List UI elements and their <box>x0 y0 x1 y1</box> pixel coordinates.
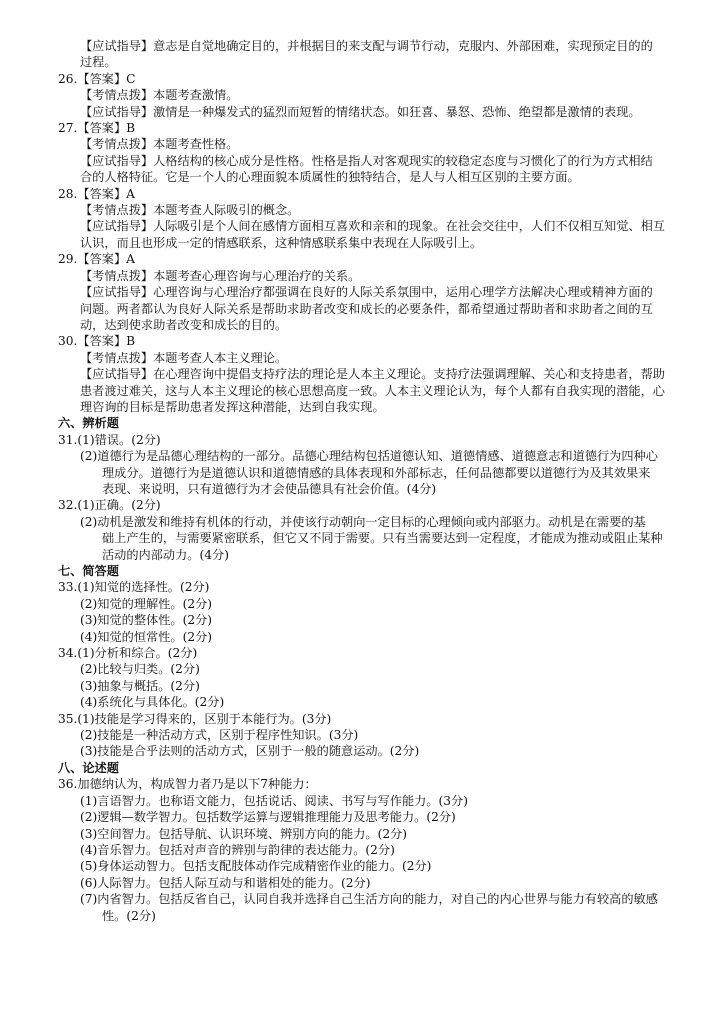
text-line: (3)空间智力。包括导航、认识环境、辨别方向的能力。(2分) <box>80 826 408 841</box>
text-line: (2)动机是激发和维持有机体的行动，并使该行动朝向一定目标的心理倾向或内部驱力。动机是在需要的基 <box>80 514 646 529</box>
text-line: (5)身体运动智力。包括支配肢体动作完成精密作业的能力。(2分) <box>80 859 432 874</box>
text-line: (2)比较与归类。(2分) <box>80 662 200 677</box>
text-line: (3)抽象与概括。(2分) <box>80 678 200 693</box>
text-line: 【应试指导】人际吸引是个人间在感情方面相互喜欢和亲和的现象。在社会交往中，人们不仅相互知觉、相互 <box>80 219 665 234</box>
text-line: 【考情点拨】本题考查人际吸引的概念。 <box>80 203 300 218</box>
text-line: (4)系统化与具体化。(2分) <box>80 695 225 710</box>
text-line: 础上产生的，与需要紧密联系，但它又不同于需要。只有当需要达到一定程度，才能成为推动或阻止某种 <box>102 531 663 546</box>
text-line: 合的人格特征。它是一个人的心理面貌本质属性的独特结合，是人与人相互区别的主要方面。 <box>80 170 580 185</box>
text-line: 【考情点拨】本题考查性格。 <box>80 137 239 152</box>
text-line: 理成分。道德行为是道德认识和道德情感的具体表现和外部标志，任何品德都要以道德行为及其效果来 <box>102 465 651 480</box>
text-line: 患者渡过难关，这与人本主义理论的核心思想高度一致。人本主义理论认为，每个人都有自我实现的潜能，心 <box>80 383 665 398</box>
text-line: 活动的内部动力。(4分) <box>102 547 229 562</box>
text-line: 【考情点拨】本题考查人本主义理论。 <box>80 350 288 365</box>
text-line: (2)知觉的理解性。(2分) <box>80 596 213 611</box>
text-line: 【考情点拨】本题考查激情。 <box>80 88 239 103</box>
text-line: 32.(1)正确。(2分) <box>58 498 161 513</box>
text-line: (3)技能是合乎法则的活动方式，区别于一般的随意运动。(2分) <box>80 744 420 759</box>
text-line: (6)人际智力。包括人际互动与和谐相处的能力。(2分) <box>80 875 371 890</box>
text-line: 【考情点拨】本题考查心理咨询与心理治疗的关系。 <box>80 268 361 283</box>
text-line: 27.【答案】B <box>58 121 136 136</box>
text-line: 问题。两者都认为良好人际关系是帮助求助者改变和成长的必要条件，都希望通过帮助者和求助者之间的互 <box>80 301 653 316</box>
text-line: 29.【答案】A <box>58 252 135 267</box>
text-line: 【应试指导】在心理咨询中提倡支持疗法的理论是人本主义理论。支持疗法强调理解、关心和支持患者，帮助 <box>80 367 665 382</box>
text-line: 【应试指导】激情是一种爆发式的猛烈而短暂的情绪状态。如狂喜、暴怒、恐怖、绝望都是激情的表现。 <box>80 104 641 119</box>
section-heading: 六、辨析题 <box>58 416 119 431</box>
text-line: 过程。 <box>80 55 117 70</box>
text-line: 性。(2分) <box>102 908 156 923</box>
text-line: (7)内省智力。包括反省自己，认同自我并选择自己生活方向的能力，对自己的内心世界与能力有较高的敏感 <box>80 892 658 907</box>
text-line: 认识，而且也形成一定的情感联系，这种情感联系集中表现在人际吸引上。 <box>80 235 483 250</box>
text-line: (4)知觉的恒常性。(2分) <box>80 629 213 644</box>
section-heading: 八、论述题 <box>58 760 119 775</box>
text-line: (2)技能是一种活动方式，区别于程序性知识。(3分) <box>80 728 359 743</box>
text-line: 26.【答案】C <box>58 71 136 86</box>
text-line: 33.(1)知觉的选择性。(2分) <box>58 580 210 595</box>
text-line: 【应试指导】人格结构的核心成分是性格。性格是指人对客观现实的较稳定态度与习惯化了的行为方式相结 <box>80 153 653 168</box>
text-line: 35.(1)技能是学习得来的，区别于本能行为。(3分) <box>58 711 332 726</box>
text-line: (2)道德行为是品德心理结构的一部分。品德心理结构包括道德认知、道德情感、道德意志和道德行为四种心 <box>80 449 658 464</box>
text-line: 【应试指导】意志是自觉地确定目的，并根据目的来支配与调节行动，克服内、外部困难，实现预定目的的 <box>80 39 653 53</box>
text-line: 36.加德纳认为，构成智力者乃是以下7种能力： <box>58 777 317 792</box>
text-line: 28.【答案】A <box>58 186 135 201</box>
text-line: 30.【答案】B <box>58 334 136 349</box>
text-line: (1)言语智力。也称语文能力，包括说话、阅读、书写与写作能力。(3分) <box>80 793 468 808</box>
text-line: (4)音乐智力。包括对声音的辨别与韵律的表达能力。(2分) <box>80 842 395 857</box>
text-line: 动，达到使求助者改变和成长的目的。 <box>80 317 288 332</box>
text-line: 31.(1)错误。(2分) <box>58 432 161 447</box>
text-line: (3)知觉的整体性。(2分) <box>80 613 213 628</box>
text-line: 表现、来说明，只有道德行为才会使品德具有社会价值。(4分) <box>102 481 437 496</box>
text-line: (2)逻辑—数学智力。包括数学运算与逻辑推理能力及思考能力。(2分) <box>80 810 456 825</box>
text-line: 【应试指导】心理咨询与心理治疗都强调在良好的人际关系氛围中，运用心理学方法解决心理或精神方面的 <box>80 285 653 300</box>
section-heading: 七、简答题 <box>58 564 119 578</box>
text-line: 34.(1)分析和综合。(2分) <box>58 646 198 661</box>
text-line: 理咨询的目标是帮助患者发挥这种潜能，达到自我实现。 <box>80 399 385 414</box>
